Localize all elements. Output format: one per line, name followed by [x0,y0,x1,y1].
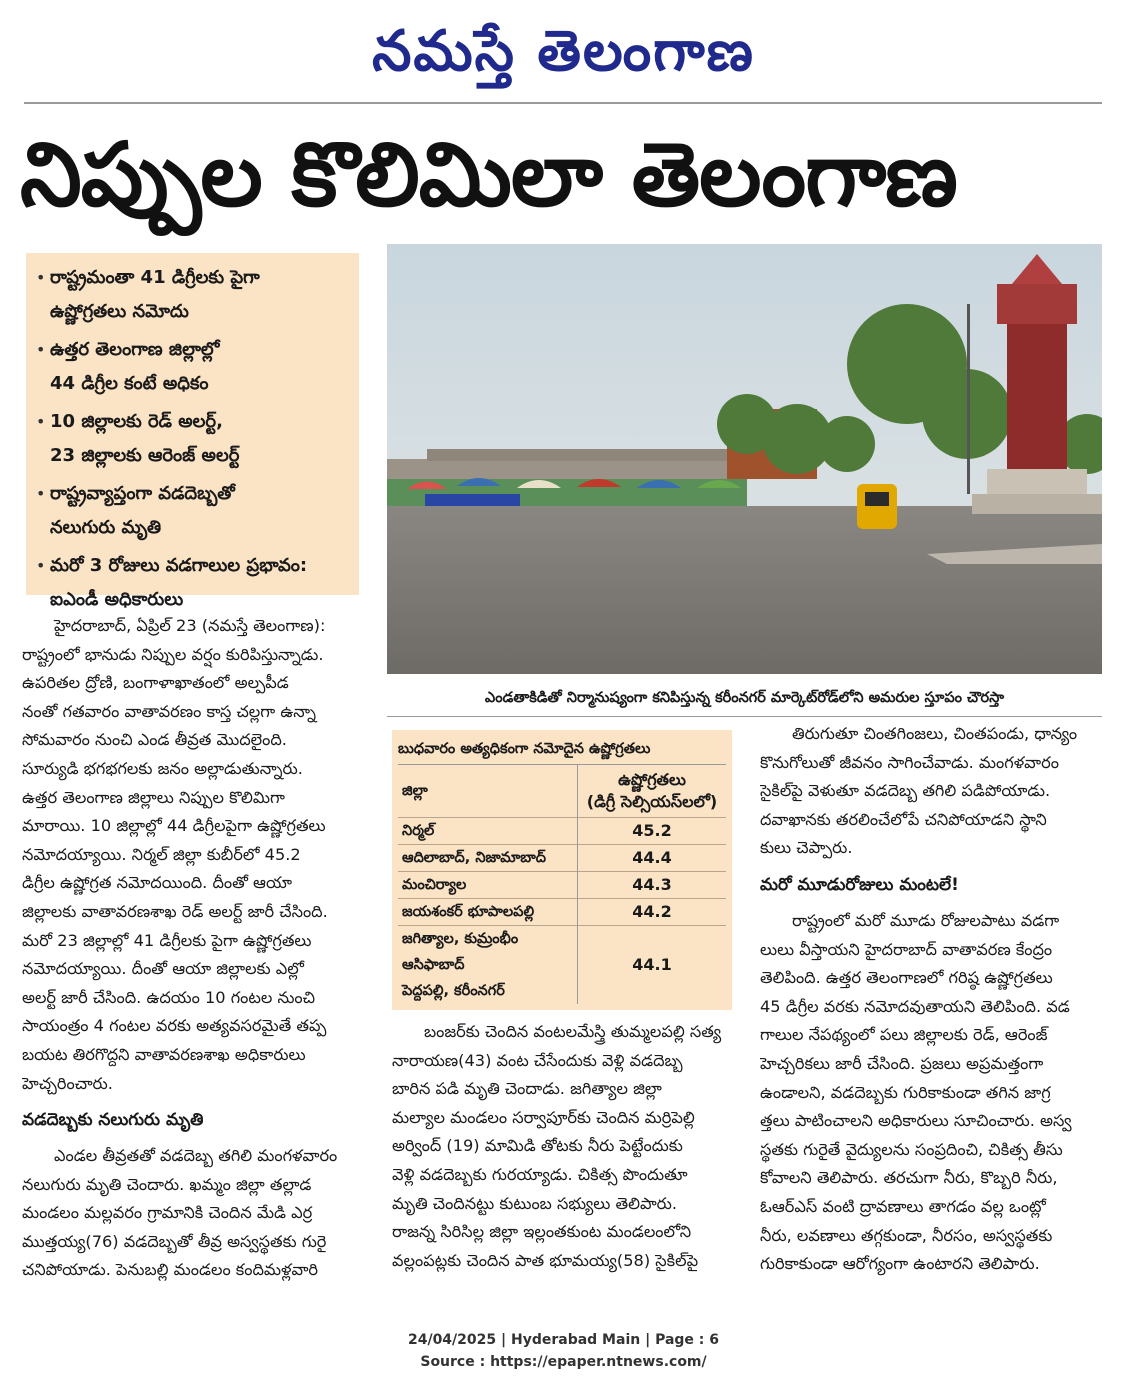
highlight-item [36,405,349,473]
table-row [398,872,726,899]
bullet-icon: • [36,340,46,359]
highlight-text [50,405,239,473]
table-row [398,926,726,1005]
district-cell [398,926,578,1005]
article-line: మారాయి. 10 జిల్లాల్లో 44 డిగ్రీలపైగా ఉష్ణోగ్రతలు [22,816,326,836]
highlights-box [26,253,359,610]
article-line: మృతి చెందినట్టు కుటుంబ సభ్యులు తెలిపారు. [392,1193,678,1213]
table-row [398,899,726,926]
article-line: ముత్తయ్య(76) వడదెబ్బతో తీవ్ర అస్వస్థతకు గురై [22,1231,327,1251]
article-line: దవాఖానకు తరలించేలోపే చనిపోయాడని స్థాని [760,809,1047,829]
article-subhead: మరో మూడురోజులు మంటలే! [760,874,959,895]
article-column-1 [22,612,367,1285]
highlight-line: ఉత్తర తెలంగాణ జిల్లాల్లో [50,339,220,360]
header-temp-label: ఉష్ణోగ్రతలు [618,770,686,789]
district-cell [398,845,578,872]
district-name: మంచిర్యాల [402,877,467,893]
temperature-value: 44.2 [578,899,727,926]
article-line: రాజన్న సిరిసిల్ల జిల్లా ఇల్లంతకుంట మండలంలోని [392,1222,692,1242]
article-line: మల్యాల మండలం సర్వాపూర్‌కు చెందిన మర్రిపెల్లి [392,1107,695,1127]
temperature-value: 45.2 [578,818,727,845]
article-line: జిల్లాలకు వాతావరణశాఖ రెడ్ అలర్ట్ జారీ చేసింది. [22,901,328,921]
district-cell [398,899,578,926]
article-line: ఉపరితల ద్రోణి, బంగాళాఖాతంలో అల్పపీడ [22,673,289,693]
temperature-value: 44.1 [578,926,727,1005]
district-cell [398,818,578,845]
article-line: మరో 23 జిల్లాల్లో 41 డిగ్రీలకు పైగా ఉష్ణోగ్రతలు [22,930,312,950]
article-line: చనిపోయాడు. పెనుబల్లి మండలం కందిమళ్లవారి [22,1260,319,1280]
highlight-line: ఉష్ణోగ్రతలు నమోదు [50,301,189,322]
temperature-value: 44.4 [578,845,727,872]
article-line: సైకిల్‌పై వెళుతూ వడదెబ్బ తగిలి పడిపోయాడు. [760,781,1051,801]
highlight-text [50,333,219,401]
header-temp-unit: (డిగ్రీ సెల్సియస్‌లలో) [586,792,718,811]
highlight-item [36,333,349,401]
article-line: సోమవారం నుంచి ఎండ తీవ్రత మొదలైంది. [22,730,287,750]
district-name: పెద్దపల్లి, కరీంనగర్ [402,983,505,999]
news-photo [387,244,1102,674]
article-line: బంజర్‌కు చెందిన వంటలమేస్త్రి తుమ్మలపల్లి సత్య [424,1022,722,1041]
article-line: నలుగురు మృతి చెందారు. ఖమ్మం జిల్లా తల్లాడ [22,1174,312,1194]
header-temp [578,765,727,818]
article-line: నంతో గతవారం వాతావరణం కాస్త చల్లగా ఉన్నా [22,701,316,721]
article-line: వెళ్లి వడదెబ్బకు గురయ్యాడు. చికిత్స పొందుతూ [392,1164,688,1184]
footer-date-page: 24/04/2025 | Hyderabad Main | Page : 6 [407,1332,720,1348]
article-line: హెచ్చరికలు జారీ చేసింది. ప్రజలు అప్రమత్తంగా [760,1053,1044,1073]
bullet-icon: • [36,556,46,575]
highlight-line: నలుగురు మృతి [50,517,162,538]
highlight-item [36,261,349,329]
article-line: అలర్ట్ జారీ చేసింది. ఉదయం 10 గంటల నుంచి [22,987,316,1007]
article-line: సాయంత్రం 4 గంటల వరకు అత్యవసరమైతే తప్ప [22,1016,327,1036]
newspaper-logo: నమస్తే తెలంగాణ [372,18,755,84]
highlight-text [50,549,307,617]
masthead-divider [24,102,1102,104]
table-row [398,845,726,872]
highlight-item [36,477,349,545]
article-line: త్తలు పాటించాలని అధికారులు సూచించారు. అస్వ [760,1111,1072,1131]
article-line: లులు వీస్తాయని హైదరాబాద్ వాతావరణ కేంద్రం [760,939,1053,959]
district-name: ఆదిలాబాద్, నిజామాబాద్ [402,850,546,866]
article-line: బయట తిరగొద్దని వాతావరణశాఖ అధికారులు [22,1044,306,1064]
header-district: జిల్లా [402,783,428,799]
headline: నిప్పుల కొలిమిలా తెలంగాణ [20,123,957,226]
masthead [0,6,1127,96]
article-line: నారాయణ(43) వంట చేసేందుకు వెళ్లి వడదెబ్బ [392,1050,683,1070]
article-line: నమోదయ్యాయి. నిర్మల్ జిల్లా కుబీర్‌లో 45.2 [22,844,301,864]
table-header-row [398,765,726,818]
temperature-table [398,765,726,1004]
district-cell [398,872,578,899]
article-column-2 [392,1018,732,1275]
footer-source: Source : https://epaper.ntnews.com/ [420,1354,707,1370]
article-line: హెచ్చరించారు. [22,1073,113,1093]
article-line: సూర్యుడి భగభగలకు జనం అల్లాడుతున్నారు. [22,758,303,778]
article-line: కోవాలని తెలిపారు. తరచుగా నీరు, కొబ్బరి నీరు, [760,1168,1058,1188]
article-line: ఉత్తర తెలంగాణ జిల్లాలు నిప్పుల కొలిమిగా [22,787,285,807]
highlight-line: ఐఎండీ అధికారులు [50,589,184,610]
article-line: కులు చెప్పారు. [760,838,853,858]
article-line: అర్వింద్ (19) మామిడి తోటకు నీరు పెట్టేందుకు [392,1136,683,1156]
highlight-line: మరో 3 రోజులు వడగాలుల ప్రభావం: [50,555,308,576]
article-line: రాష్ట్రంలో భానుడు నిప్పుల వర్షం కురిపిస్తున్నాడు. [22,644,324,664]
article-line: నీరు, లవణాలు తగ్గకుండా, నీరసం, అస్వస్థతకు [760,1225,1053,1245]
article-line: గురికాకుండా ఆరోగ్యంగా ఉంటారని తెలిపారు. [760,1254,1040,1274]
bullet-icon: • [36,412,46,431]
article-line: మండలం మల్లవరం గ్రామానికి చెందిన మేడి ఎర్ర [22,1203,313,1223]
article-line: బారిన పడి మృతి చెందాడు. జగిత్యాల జిల్లా [392,1079,662,1099]
highlight-text [50,261,260,329]
table-row [398,818,726,845]
article-line: స్థతకు గురైతే వైద్యులను సంప్రదించి, చికిత్స తీసు [760,1139,1063,1159]
article-line: డిగ్రీల ఉష్ణోగ్రత నమోదయింది. దీంతో ఆయా [22,873,292,893]
bullet-icon: • [36,484,46,503]
article-column-3 [760,720,1102,1279]
bullet-icon: • [36,268,46,287]
table-title: బుధవారం అత్యధికంగా నమోదైన ఉష్ణోగ్రతలు [398,734,726,765]
article-line: రాష్ట్రంలో మరో మూడు రోజులపాటు వడగా [792,910,1060,930]
article-line: తెలిపింది. ఉత్తర తెలంగాణలో గరిష్ఠ ఉష్ణోగ్రతలు [760,968,1053,988]
highlight-line: రాష్ట్రవ్యాప్తంగా వడదెబ్బతో [50,483,235,504]
highlight-line: 23 జిల్లాలకు ఆరెంజ్ అలర్ట్ [50,445,240,466]
photo-caption: ఎండతాకిడితో నిర్మానుష్యంగా కనిపిస్తున్న కరీంనగర్ మార్కెట్‌రోడ్‌లోని అమరుల స్తూపం చౌరస్తా [387,680,1102,717]
highlight-item [36,549,349,617]
temperature-value: 44.3 [578,872,727,899]
highlight-line: 10 జిల్లాలకు రెడ్ అలర్ట్, [50,411,223,432]
article-line: తిరుగుతూ చింతగింజలు, చింతపండు, ధాన్యం [792,724,1078,743]
article-line: నమోదయ్యాయి. దీంతో ఆయా జిల్లాలకు ఎల్లో [22,959,304,979]
article-line: కొనుగోలుతో జీవనం సాగించేవాడు. మంగళవారం [760,752,1059,772]
article-line: ఓఆర్ఎస్ వంటి ద్రావణాలు తాగడం వల్ల ఒంట్లో [760,1196,1046,1216]
article-line: ఎండల తీవ్రతతో వడదెబ్బ తగిలి మంగళవారం [54,1146,338,1166]
district-name: జయశంకర్ భూపాలపల్లి [402,904,535,920]
street-scene-image [387,244,1102,674]
article-line: వల్లంపట్లకు చెందిన పాత భూమయ్య(58) సైకిల్‌పై [392,1250,699,1270]
temperature-table-box [392,730,732,1010]
article-line: గాలుల నేపథ్యంలో పలు జిల్లాలకు రెడ్, ఆరెంజ్ [760,1025,1048,1045]
district-name: జగిత్యాల, కుమ్రంభీం ఆసిఫాబాద్ [402,931,519,973]
district-name: నిర్మల్ [402,823,435,839]
article-line: హైదరాబాద్, ఏప్రిల్ 23 (నమస్తే తెలంగాణ): [54,616,326,635]
article-subhead: వడదెబ్బకు నలుగురు మృతి [22,1110,204,1131]
article-line: ఉండాలని, వడదెబ్బకు గురికాకుండా తగిన జాగ్ర [760,1082,1051,1102]
highlight-line: రాష్ట్రమంతా 41 డిగ్రీలకు పైగా [50,267,260,288]
highlight-line: 44 డిగ్రీల కంటే అధికం [50,373,209,394]
highlight-text [50,477,235,545]
article-line: 45 డిగ్రీల వరకు నమోదవుతాయని తెలిపింది. వడ [760,996,1070,1016]
